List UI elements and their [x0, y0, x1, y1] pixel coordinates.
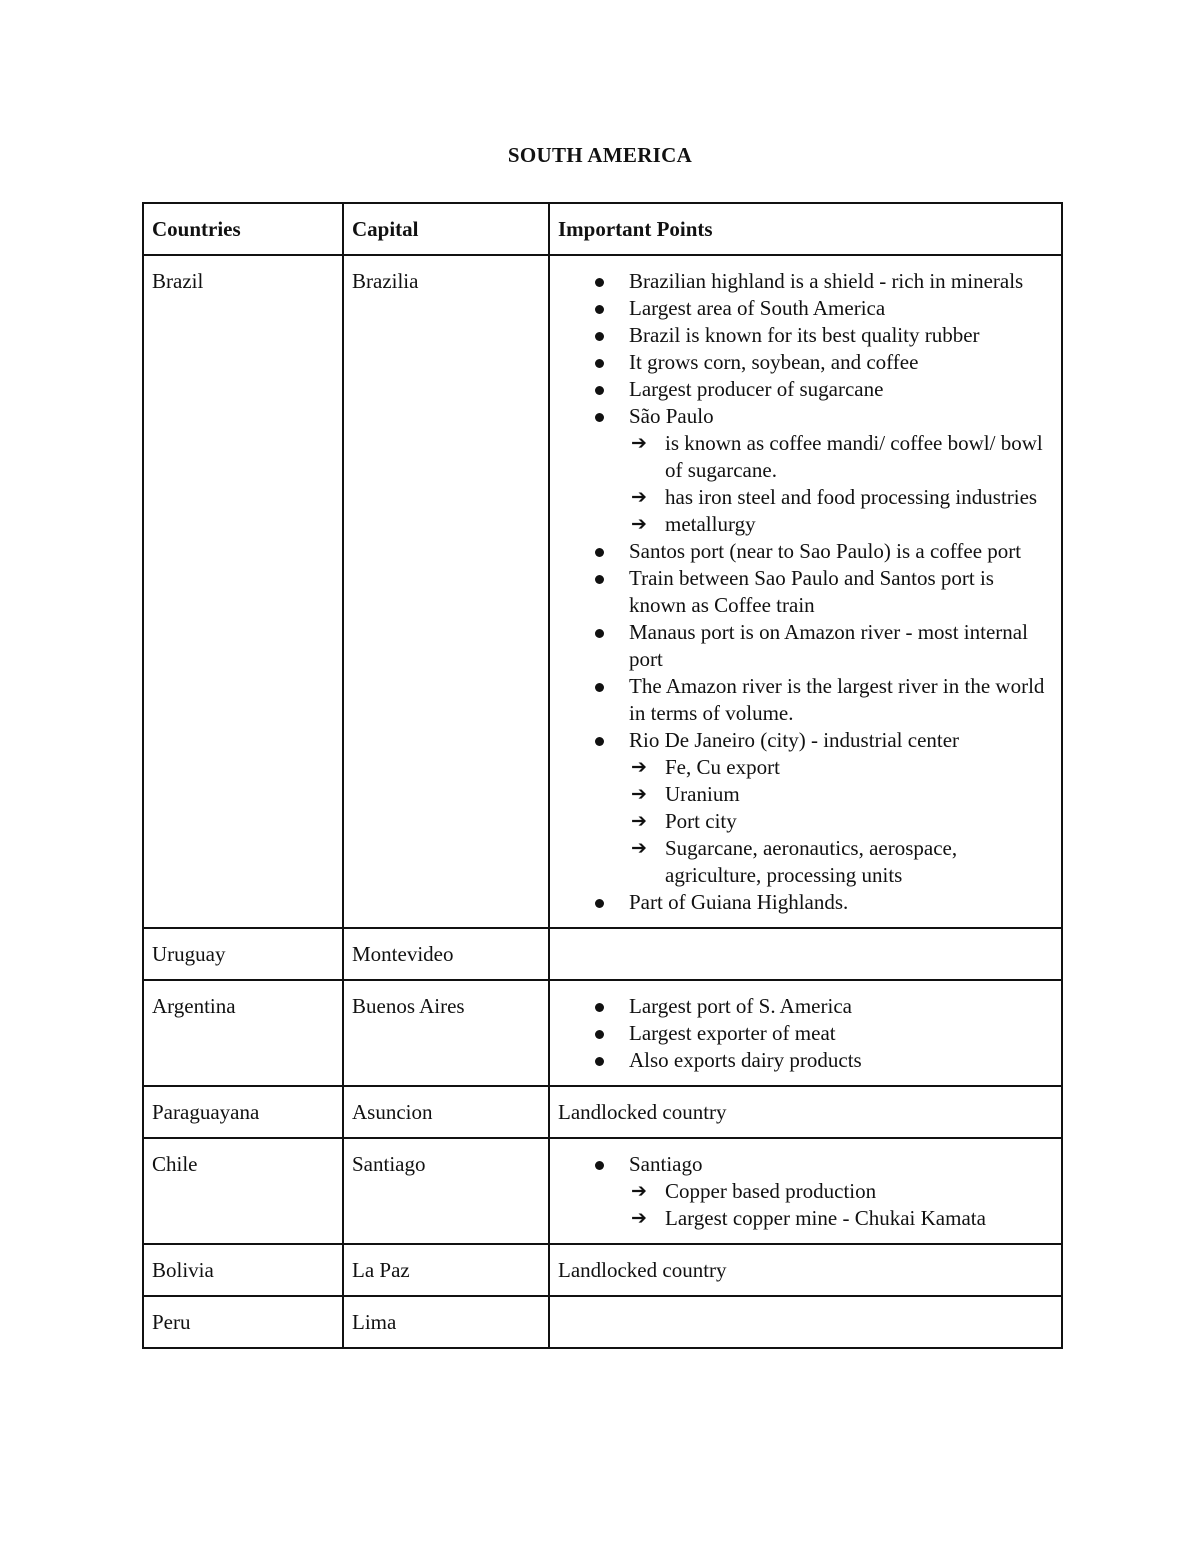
country-cell: Brazil	[143, 255, 343, 928]
arrow-sub-item: ➔ Largest copper mine - Chukai Kamata	[665, 1205, 1053, 1232]
bullet-text: Largest port of S. America	[629, 994, 852, 1018]
table-header-row	[143, 203, 1062, 255]
important-points-cell	[549, 1296, 1062, 1348]
capital-cell: Montevideo	[343, 928, 549, 980]
capital-cell: Lima	[343, 1296, 549, 1348]
important-points-cell	[549, 1138, 1062, 1244]
arrow-sub-item: ➔ Port city	[665, 808, 1053, 835]
table-row	[143, 255, 1062, 928]
bullet-text: Manaus port is on Amazon river - most internal port	[629, 620, 1028, 671]
bullet-item	[629, 889, 1053, 916]
bullet-item	[629, 538, 1053, 565]
arrow-sub-item: ➔ has iron steel and food processing industries	[665, 484, 1053, 511]
bullet-item	[629, 1020, 1053, 1047]
bullet-item	[629, 619, 1053, 673]
bullet-item	[629, 565, 1053, 619]
table-row	[143, 1138, 1062, 1244]
bullet-list	[558, 993, 1053, 1074]
bullet-item	[629, 322, 1053, 349]
arrow-sub-list	[629, 754, 1053, 889]
capital-cell: Santiago	[343, 1138, 549, 1244]
bullet-text: It grows corn, soybean, and coffee	[629, 350, 919, 374]
document-title: SOUTH AMERICA	[507, 143, 693, 167]
bullet-item	[629, 727, 1053, 889]
important-points-cell	[549, 928, 1062, 980]
arrow-sub-item: ➔ Uranium	[665, 781, 1053, 808]
bullet-text: Brazil is known for its best quality rubber	[629, 323, 980, 347]
bullet-item	[629, 673, 1053, 727]
bullet-list	[558, 268, 1053, 916]
table-body	[143, 255, 1062, 1348]
bullet-list	[558, 1151, 1053, 1232]
bullet-text: Santiago	[629, 1152, 703, 1176]
arrow-sub-list	[629, 430, 1053, 538]
capital-cell: Brazilia	[343, 255, 549, 928]
bullet-text: Largest area of South America	[629, 296, 886, 320]
arrow-sub-item: ➔ metallurgy	[665, 511, 1053, 538]
bullet-text: Also exports dairy products	[629, 1048, 862, 1072]
bullet-text: Largest producer of sugarcane	[629, 377, 884, 401]
country-cell: Chile	[143, 1138, 343, 1244]
plain-point-text: Landlocked country	[558, 1258, 727, 1282]
bullet-item	[629, 403, 1053, 538]
arrow-sub-item: ➔ Sugarcane, aeronautics, aerospace, agriculture, processing units	[665, 835, 1053, 889]
bullet-item	[629, 1151, 1053, 1232]
bullet-item	[629, 1047, 1053, 1074]
important-points-cell	[549, 255, 1062, 928]
bullet-item	[629, 295, 1053, 322]
bullet-item	[629, 993, 1053, 1020]
arrow-sub-item: ➔ is known as coffee mandi/ coffee bowl/ bowl of sugarcane.	[665, 430, 1053, 484]
bullet-text: Brazilian highland is a shield - rich in minerals	[629, 269, 1024, 293]
plain-point-text: Landlocked country	[558, 1100, 727, 1124]
capital-cell: La Paz	[343, 1244, 549, 1296]
arrow-sub-list	[629, 1178, 1053, 1232]
table-row	[143, 1244, 1062, 1296]
bullet-item	[629, 268, 1053, 295]
capital-cell: Asuncion	[343, 1086, 549, 1138]
bullet-text: Rio De Janeiro (city) - industrial center	[629, 728, 960, 752]
arrow-sub-item: ➔ Copper based production	[665, 1178, 1053, 1205]
country-cell: Uruguay	[143, 928, 343, 980]
arrow-sub-item: ➔ Fe, Cu export	[665, 754, 1053, 781]
capital-cell: Buenos Aires	[343, 980, 549, 1086]
bullet-text: Train between Sao Paulo and Santos port is known as Coffee train	[629, 566, 994, 617]
country-cell: Bolivia	[143, 1244, 343, 1296]
country-cell: Peru	[143, 1296, 343, 1348]
bullet-text: The Amazon river is the largest river in the world in terms of volume.	[629, 674, 1045, 725]
bullet-text: Largest exporter of meat	[629, 1021, 836, 1045]
table-row	[143, 1086, 1062, 1138]
header-important-points: Important Points	[549, 203, 1062, 255]
bullet-text: Part of Guiana Highlands.	[629, 890, 849, 914]
plain-point-text	[558, 1309, 1053, 1336]
header-capital: Capital	[343, 203, 549, 255]
countries-table	[142, 202, 1063, 1349]
plain-point-text	[558, 941, 1053, 968]
important-points-cell	[549, 1086, 1062, 1138]
important-points-cell	[549, 980, 1062, 1086]
country-cell: Paraguayana	[143, 1086, 343, 1138]
table-row	[143, 980, 1062, 1086]
table-row	[143, 928, 1062, 980]
header-countries: Countries	[143, 203, 343, 255]
bullet-item	[629, 376, 1053, 403]
country-cell: Argentina	[143, 980, 343, 1086]
bullet-text: São Paulo	[629, 404, 714, 428]
bullet-text: Santos port (near to Sao Paulo) is a coffee port	[629, 539, 1022, 563]
important-points-cell	[549, 1244, 1062, 1296]
bullet-item	[629, 349, 1053, 376]
table-row	[143, 1296, 1062, 1348]
